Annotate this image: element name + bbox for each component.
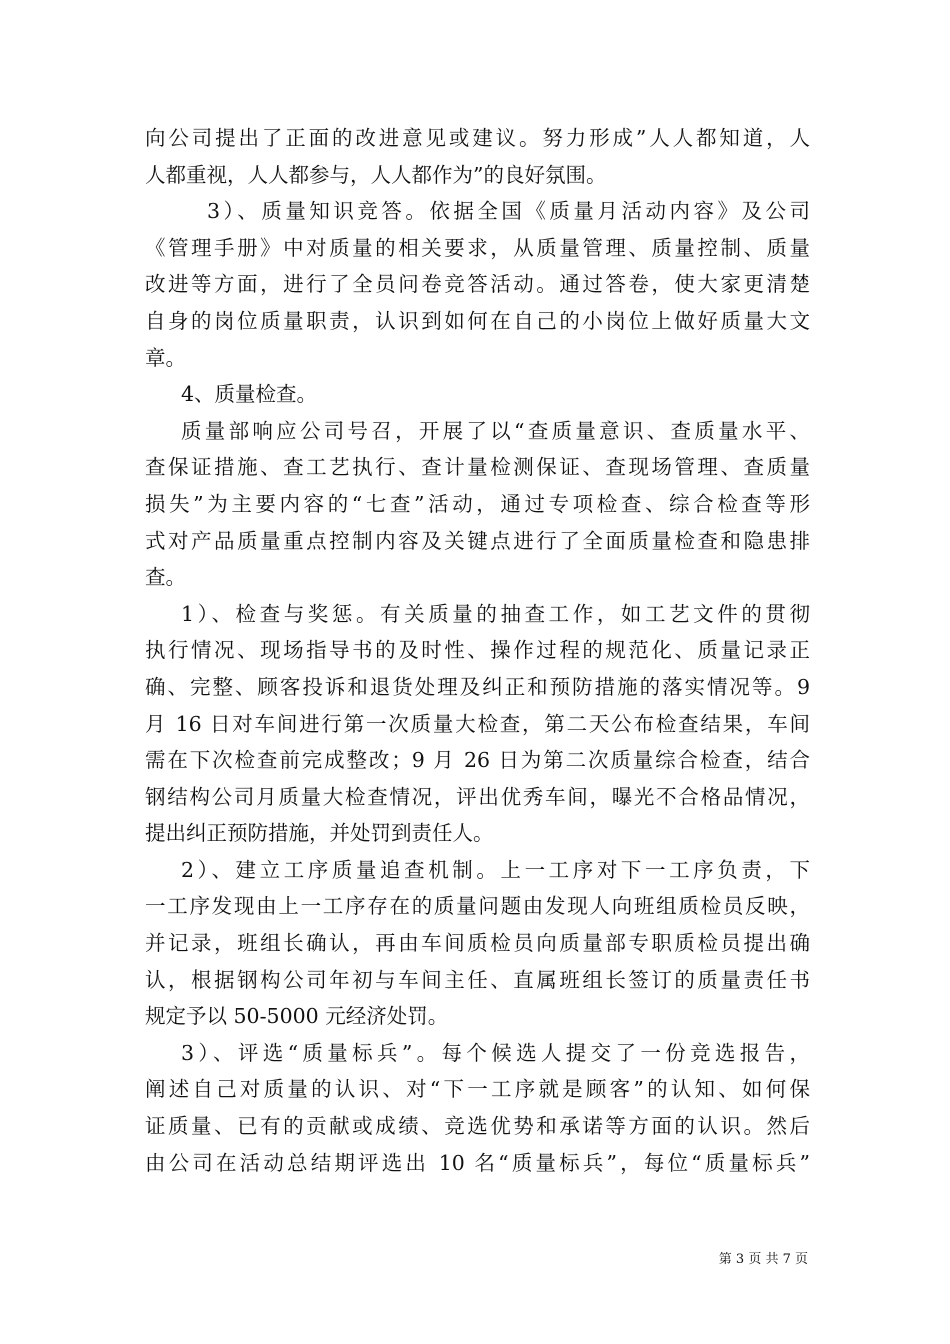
text-line: 人都重视，人人都参与，人人都作为”的良好氛围。 [145,162,607,187]
text-line: 规定予以 50-5000 元经济处罚。 [145,1004,449,1029]
text-line: 3）、评选“质量标兵”。每个候选人提交了一份竞选报告， [181,1040,810,1065]
text-line: 证质量、已有的贡献或成绩、竞选优势和承诺等方面的认识。然后 [145,1114,810,1139]
text-line: 钢结构公司月质量大检查情况，评出优秀车间，曝光不合格品情况， [145,784,810,809]
text-line: 确、完整、顾客投诉和退货处理及纠正和预防措施的落实情况等。9 [145,674,810,699]
text-line: 月 16 日对车间进行第一次质量大检查，第二天公布检查结果，车间 [145,711,810,736]
text-line: 3）、质量知识竞答。依据全国《质量月活动内容》及公司 [207,199,810,224]
text-line: 2）、建立工序质量追查机制。上一工序对下一工序负责，下 [181,857,810,882]
text-line: 由公司在活动总结期评选出 10 名“质量标兵”，每位“质量标兵” [145,1150,810,1175]
document-body [145,120,810,1181]
text-line: 认，根据钢构公司年初与车间主任、直属班组长签订的质量责任书 [145,967,810,992]
text-line: 改进等方面，进行了全员问卷竞答活动。通过答卷，使大家更清楚 [145,272,810,297]
text-line: 查保证措施、查工艺执行、查计量检测保证、查现场管理、查质量 [145,455,810,480]
section-heading: 4、质量检查。 [181,382,318,407]
text-line: 损失”为主要内容的“七查”活动，通过专项检查、综合检查等形 [145,491,810,516]
text-line: 自身的岗位质量职责，认识到如何在自己的小岗位上做好质量大文 [145,308,810,333]
text-line: 并记录，班组长确认，再由车间质检员向质量部专职质检员提出确 [145,931,810,956]
text-line: 向公司提出了正面的改进意见或建议。努力形成”人人都知道，人 [145,126,810,150]
text-line: 提出纠正预防措施，并处罚到责任人。 [145,821,494,846]
page-number: 第 3 页 共 7 页 [718,1252,808,1267]
text-line: 式对产品质量重点控制内容及关键点进行了全面质量检查和隐患排 [145,528,810,553]
text-line: 《管理手册》中对质量的相关要求，从质量管理、质量控制、质量 [145,235,810,260]
text-line: 质量部响应公司号召，开展了以“查质量意识、查质量水平、 [181,418,810,443]
text-line: 1）、检查与奖惩。有关质量的抽查工作，如工艺文件的贯彻 [181,601,810,626]
text-line: 查。 [145,565,186,590]
text-line: 需在下次检查前完成整改；9 月 26 日为第二次质量综合检查，结合 [145,748,810,773]
text-line: 执行情况、现场指导书的及时性、操作过程的规范化、质量记录正 [145,638,810,663]
text-line: 一工序发现由上一工序存在的质量问题由发现人向班组质检员反映， [145,894,810,919]
text-line: 阐述自己对质量的认识、对“下一工序就是顾客”的认知、如何保 [145,1077,810,1102]
text-line: 章。 [145,345,186,370]
